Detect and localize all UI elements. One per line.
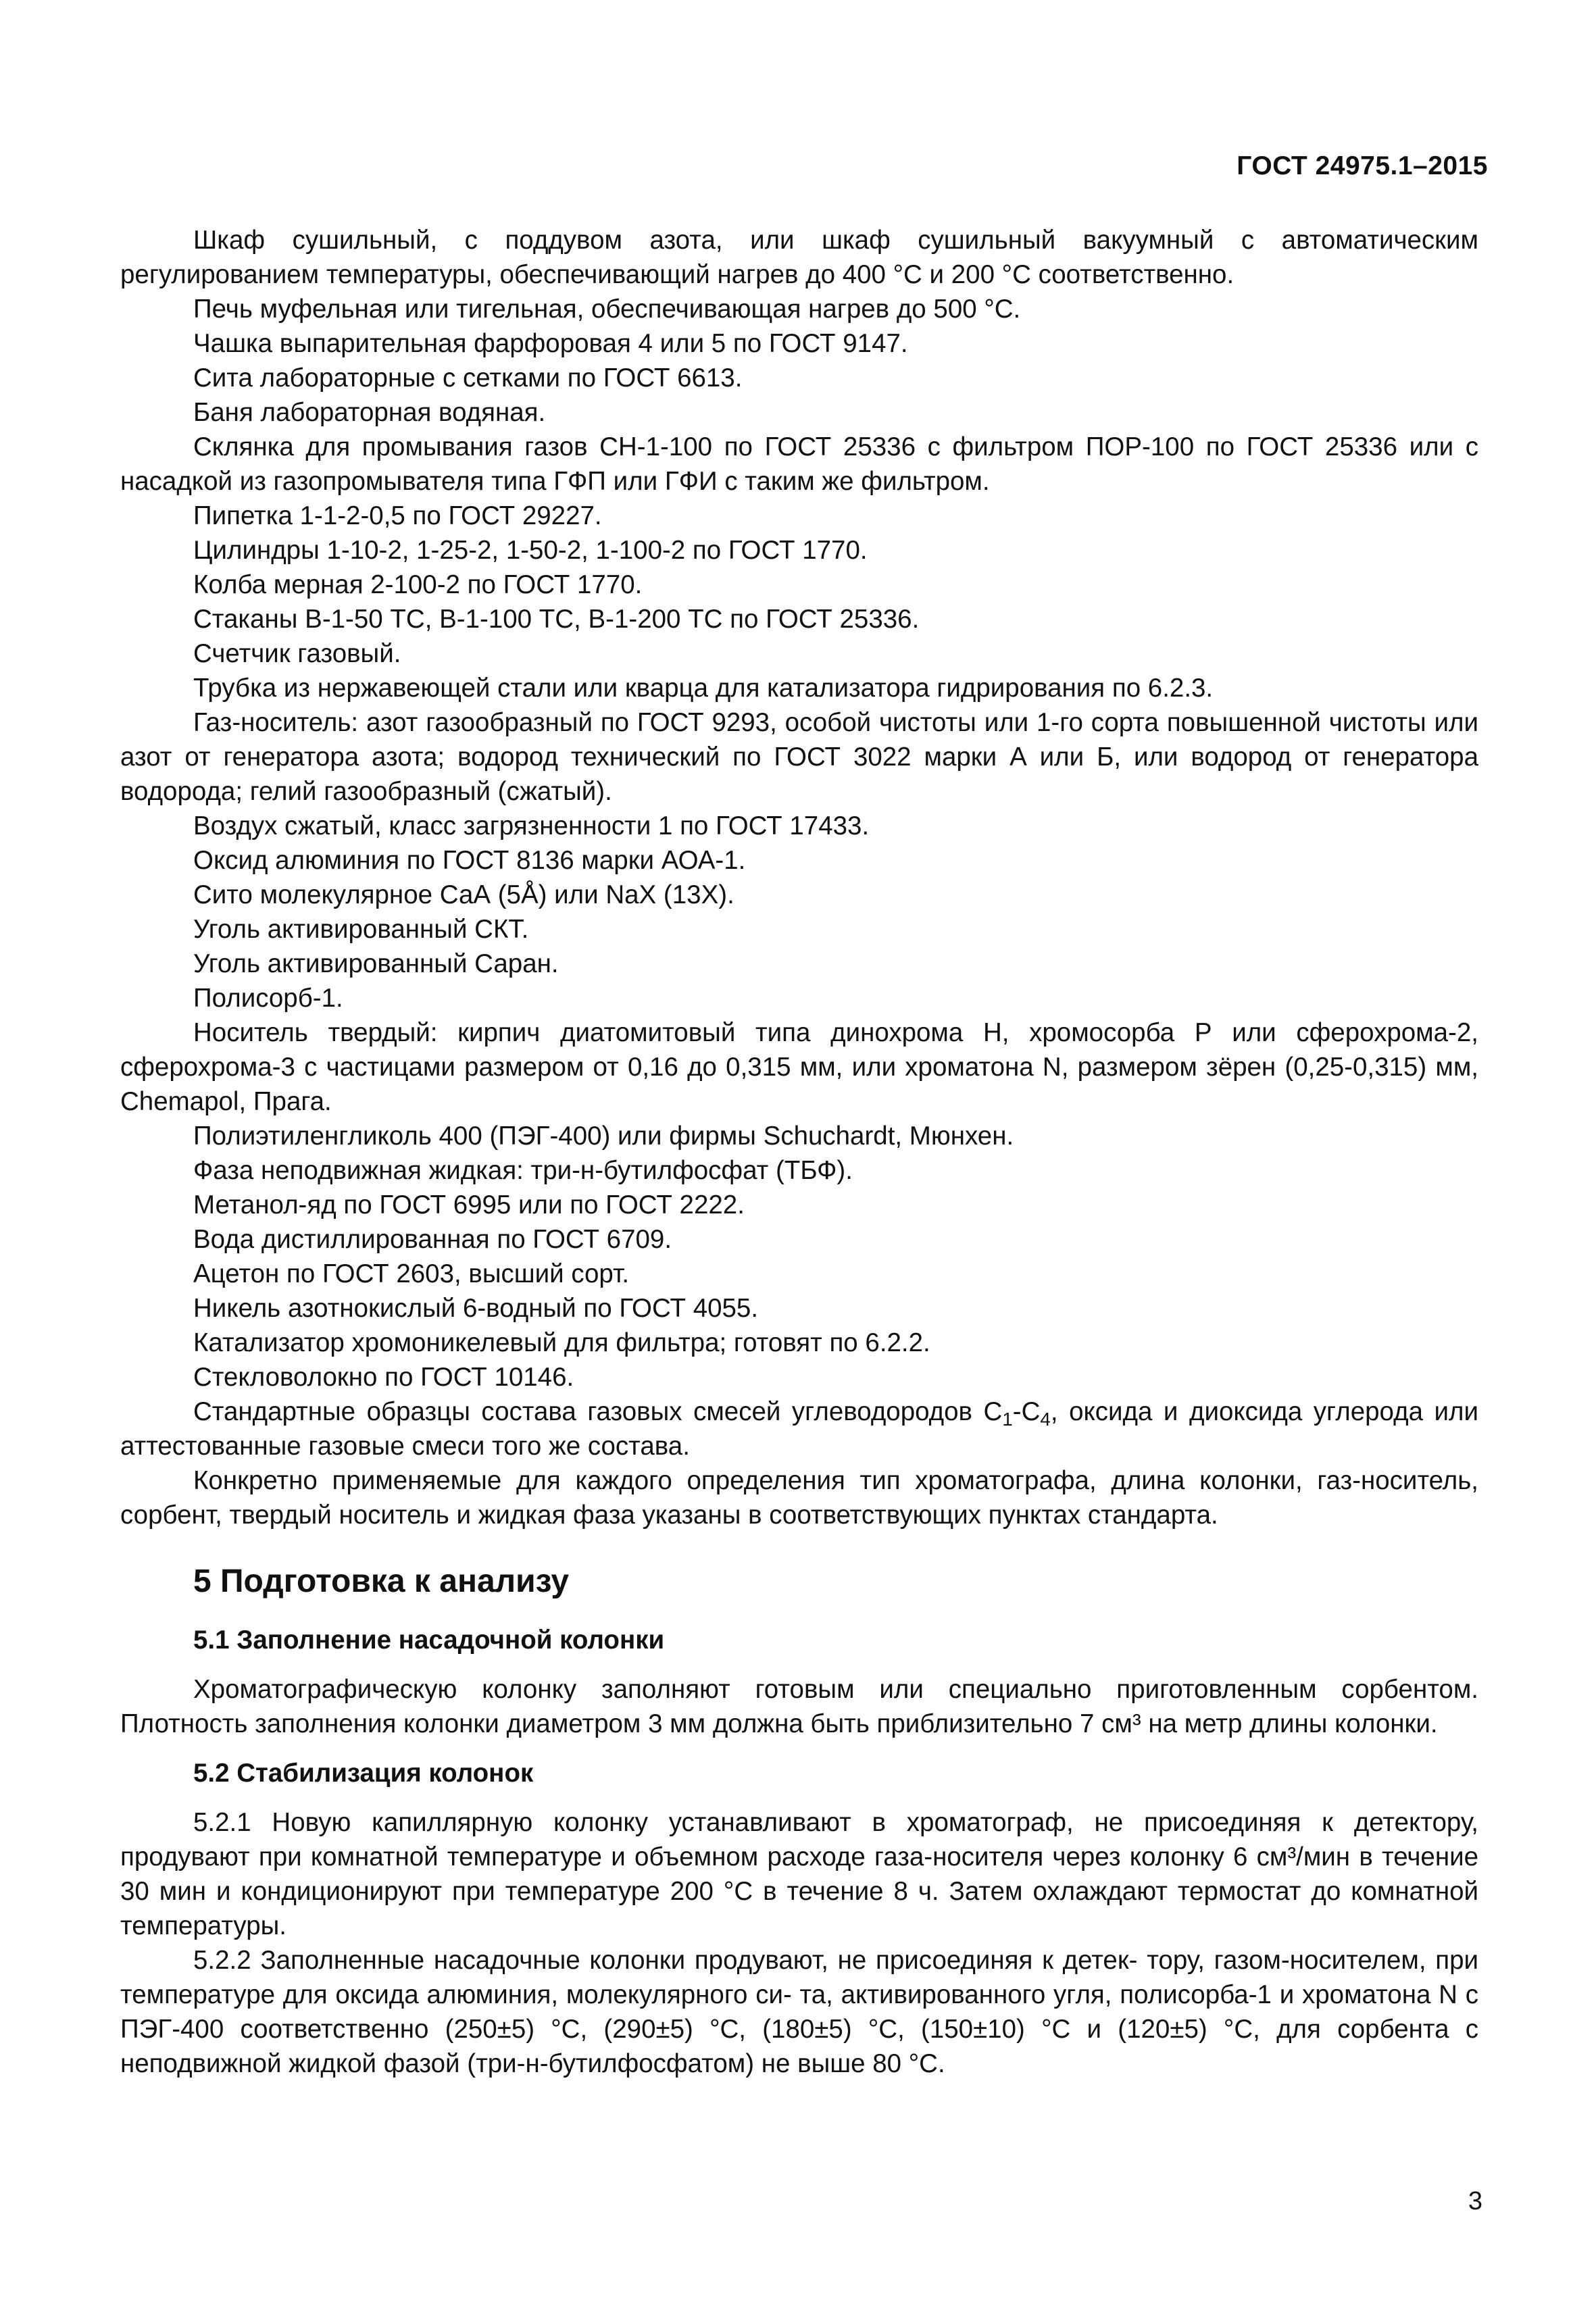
subscript-4: 4: [1040, 1408, 1051, 1430]
list-item: Оксид алюминия по ГОСТ 8136 марки АОА-1.: [193, 846, 746, 875]
list-item: Пипетка 1-1-2-0,5 по ГОСТ 29227.: [193, 501, 602, 530]
list-item: Носитель твердый: кирпич диатомитовый типа динохрома Н, хромосорба Р или сферохрома-2, сферохрома-3 с частицами размером от 0,16 до 0,315 мм, или хроматона N, размером зёрен (0,25-0,315) мм, Chemapol, Прага.: [120, 1018, 1478, 1116]
list-item: Цилиндры 1-10-2, 1-25-2, 1-50-2, 1-100-2 по ГОСТ 1770.: [193, 536, 868, 565]
final-note: Конкретно применяемые для каждого определения тип хроматографа, длина колонки, газ-носитель, сорбент, твердый носитель и жидкая фаза указаны в соответствующих пунктах стандарта.: [120, 1466, 1478, 1530]
list-item: Полисорб-1.: [193, 984, 343, 1013]
list-item: Сито молекулярное СаА (5Å) или NaX (13X).: [193, 880, 734, 909]
list-item: Чашка выпарительная фарфоровая 4 или 5 по ГОСТ 9147.: [193, 329, 908, 358]
list-item: Катализатор хромоникелевый для фильтра; готовят по 6.2.2.: [193, 1328, 930, 1357]
list-item: Полиэтиленгликоль 400 (ПЭГ-400) или фирмы Schuchardt, Мюнхен.: [193, 1122, 1014, 1151]
paragraph-5-2-2: 5.2.2 Заполненные насадочные колонки продувают, не присоединяя к детек- тору, газом-носителем, при температуре для оксида алюминия, молекулярного си- та, активированного угля, полисорба-1 и хроматона N с ПЭГ-400 соответственно (250±5) °С, (290±5) °С, (180±5) °С, (150±10) °С и (120±5) °С, для сорбента с неподвижной жидкой фазой (три-н-бутилфосфатом) не выше 80 °С.: [120, 1946, 1478, 2078]
list-item: Баня лабораторная водяная.: [193, 398, 546, 427]
subsection-5-2-heading: 5.2 Стабилизация колонок: [193, 1759, 534, 1788]
list-item: Счетчик газовый.: [193, 639, 401, 668]
list-item: Метанол-яд по ГОСТ 6995 или по ГОСТ 2222.: [193, 1190, 745, 1219]
subscript-1: 1: [1002, 1408, 1013, 1430]
list-item: Сита лабораторные с сетками по ГОСТ 6613.: [193, 363, 743, 393]
list-item: Ацетон по ГОСТ 2603, высший сорт.: [193, 1259, 630, 1288]
list-item: Никель азотнокислый 6-водный по ГОСТ 4055.: [193, 1294, 759, 1323]
standard-samples-item: [120, 1394, 1478, 1463]
document-number: ГОСТ 24975.1–2015: [1237, 151, 1488, 180]
equipment-list: [120, 223, 1478, 1532]
list-item: Уголь активированный Саран.: [193, 949, 559, 978]
list-item: Уголь активированный СКТ.: [193, 915, 529, 944]
page-number: 3: [1468, 2187, 1482, 2215]
page-body: [120, 223, 1478, 2081]
list-item: Стаканы В-1-50 ТС, В-1-100 ТС, В-1-200 ТС по ГОСТ 25336.: [193, 605, 920, 634]
standard-samples-text-end: , оксида и диоксида углерода или аттестованные газовые смеси того же состава.: [120, 1397, 1479, 1461]
subsection-5-1-heading: 5.1 Заполнение насадочной колонки: [193, 1626, 665, 1655]
list-item: Воздух сжатый, класс загрязненности 1 по ГОСТ 17433.: [193, 811, 870, 840]
standard-samples-text-mid: -С: [1012, 1397, 1041, 1426]
section-5-heading: 5 Подготовка к анализу: [193, 1563, 570, 1599]
list-item: Склянка для промывания газов СН-1-100 по ГОСТ 25336 с фильтром ПОР-100 по ГОСТ 25336 или с насадкой из газопромывателя типа ГФП или ГФИ с таким же фильтром.: [120, 432, 1478, 496]
list-item: Трубка из нержавеющей стали или кварца для катализатора гидрирования по 6.2.3.: [193, 674, 1214, 703]
paragraph-5-2-1: 5.2.1 Новую капиллярную колонку устанавливают в хроматограф, не присоединяя к детектору, продувают при комнатной температуре и объемном расходе газа-носителя через колонку 6 см³/мин в течение 30 мин и кондиционируют при температуре 200 °С в течение 8 ч. Затем охлаждают термостат до комнатной температуры.: [120, 1808, 1478, 1940]
subsection-5-1-text: Хроматографическую колонку заполняют готовым или специально приготовленным сорбентом. Плотность заполнения колонки диаметром 3 мм должна быть приблизительно 7 см³ на метр длины колонки.: [120, 1675, 1478, 1738]
standard-samples-text-start: Стандартные образцы состава газовых смесей углеводородов С: [193, 1397, 1003, 1426]
list-item: Печь муфельная или тигельная, обеспечивающая нагрев до 500 °С.: [193, 295, 1021, 324]
list-item: Шкаф сушильный, с поддувом азота, или шкаф сушильный вакуумный с автоматическим регулированием температуры, обеспечивающий нагрев до 400 °С и 200 °С соответственно.: [120, 226, 1478, 289]
list-item: Газ-носитель: азот газообразный по ГОСТ 9293, особой чистоты или 1-го сорта повышенной чистоты или азот от генератора азота; водород технический по ГОСТ 3022 марки А или Б, или водород от генератора водорода; гелий газообразный (сжатый).: [120, 708, 1478, 806]
list-item: Стекловолокно по ГОСТ 10146.: [193, 1363, 574, 1392]
list-item: Вода дистиллированная по ГОСТ 6709.: [193, 1225, 672, 1254]
list-item: Фаза неподвижная жидкая: три-н-бутилфосфат (ТБФ).: [193, 1156, 853, 1185]
list-item: Колба мерная 2-100-2 по ГОСТ 1770.: [193, 570, 643, 599]
